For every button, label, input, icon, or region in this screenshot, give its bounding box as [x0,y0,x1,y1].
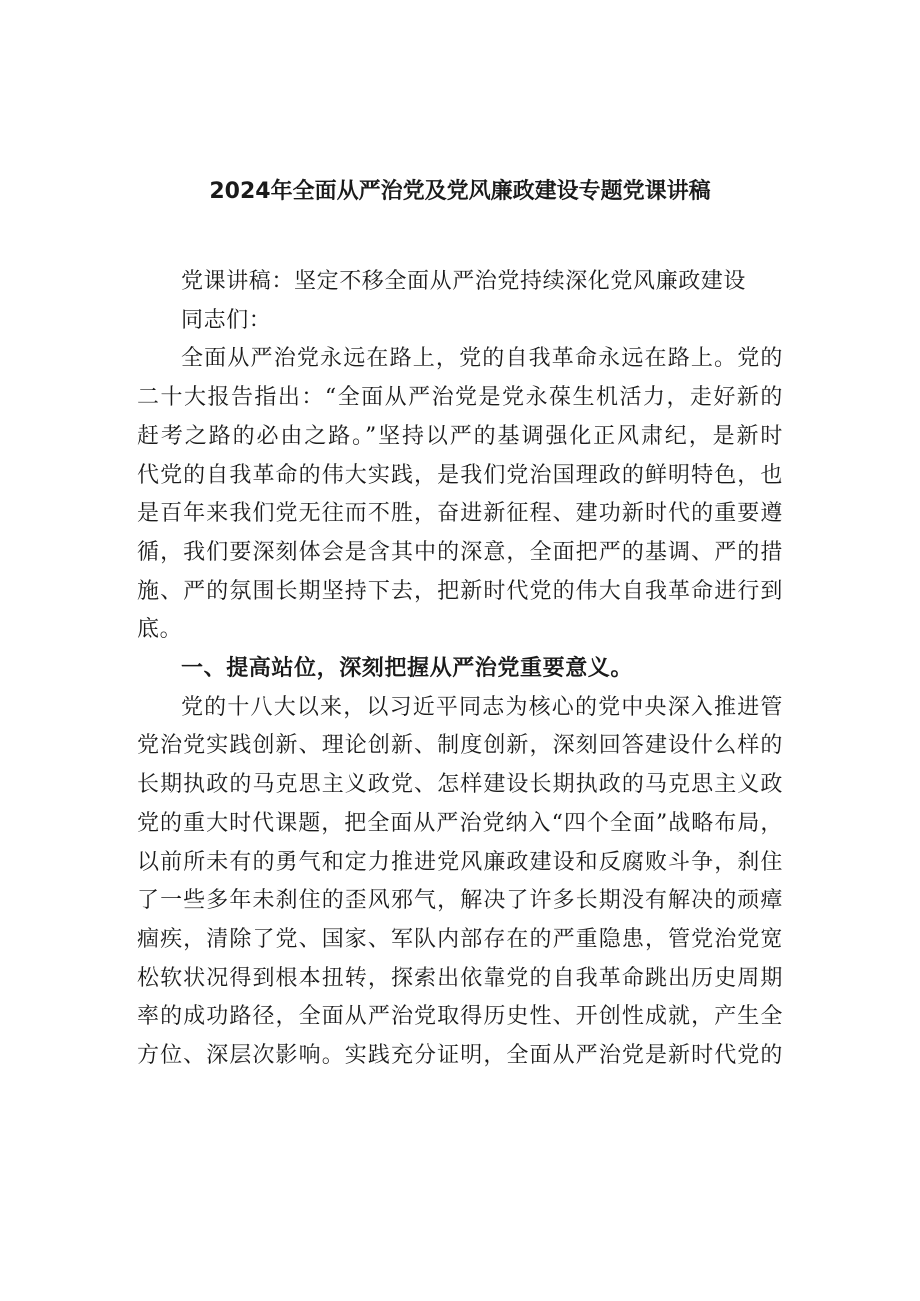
paragraph-line: 党的重大时代课题，把全面从严治党纳入“四个全面”战略布局， [137,810,783,836]
paragraph-1 [137,340,783,650]
salutation: 同志们： [181,307,272,333]
paragraph-line: 代党的自我革命的伟大实践，是我们党治国理政的鲜明特色，也 [137,462,783,488]
paragraph-line: 党的十八大以来，以习近平同志为核心的党中央深入推进管 [181,694,783,720]
paragraph-line: 率的成功路径，全面从严治党取得历史性、开创性成就，产生全 [137,1004,783,1030]
paragraph-line: 赶考之路的必由之路。”坚持以严的基调强化正风肃纪，是新时 [137,423,783,449]
paragraph-line: 了一些多年未刹住的歪风邪气，解决了许多长期没有解决的顽瘴 [137,888,783,914]
paragraph-line: 施、严的氛围长期坚持下去，把新时代党的伟大自我革命进行到 [137,578,783,604]
paragraph-line: 方位、深层次影响。实践充分证明，全面从严治党是新时代党的 [137,1043,783,1069]
paragraph-line: 循，我们要深刻体会是含其中的深意，全面把严的基调、严的措 [137,539,783,565]
paragraph-line: 二十大报告指出：“全面从严治党是党永葆生机活力，走好新的 [137,385,783,411]
section-heading: 一、提高站位，深刻把握从严治党重要意义。 [181,656,634,682]
paragraph-line: 全面从严治党永远在路上，党的自我革命永远在路上。党的 [181,346,783,372]
paragraph-line: 松软状况得到根本扭转，探索出依靠党的自我革命跳出历史周期 [137,965,783,991]
document-body [137,263,783,1076]
paragraph-line: 长期执政的马克思主义政党、怎样建设长期执政的马克思主义政 [137,772,783,798]
lecture-subtitle: 党课讲稿：坚定不移全面从严治党持续深化党风廉政建设 [181,269,747,294]
paragraph-line: 是百年来我们党无往而不胜，奋进新征程、建功新时代的重要遵 [137,501,783,527]
paragraph-line: 痼疾，清除了党、国家、军队内部存在的严重隐患，管党治党宽 [137,926,783,952]
paragraph-line: 底。 [137,617,183,643]
paragraph-2 [137,689,783,1076]
paragraph-line: 党治党实践创新、理论创新、制度创新，深刻回答建设什么样的 [137,733,783,759]
paragraph-line: 以前所未有的勇气和定力推进党风廉政建设和反腐败斗争，刹住 [137,849,783,875]
document-title: 2024年全面从严治党及党风廉政建设专题党课讲稿 [209,179,711,204]
